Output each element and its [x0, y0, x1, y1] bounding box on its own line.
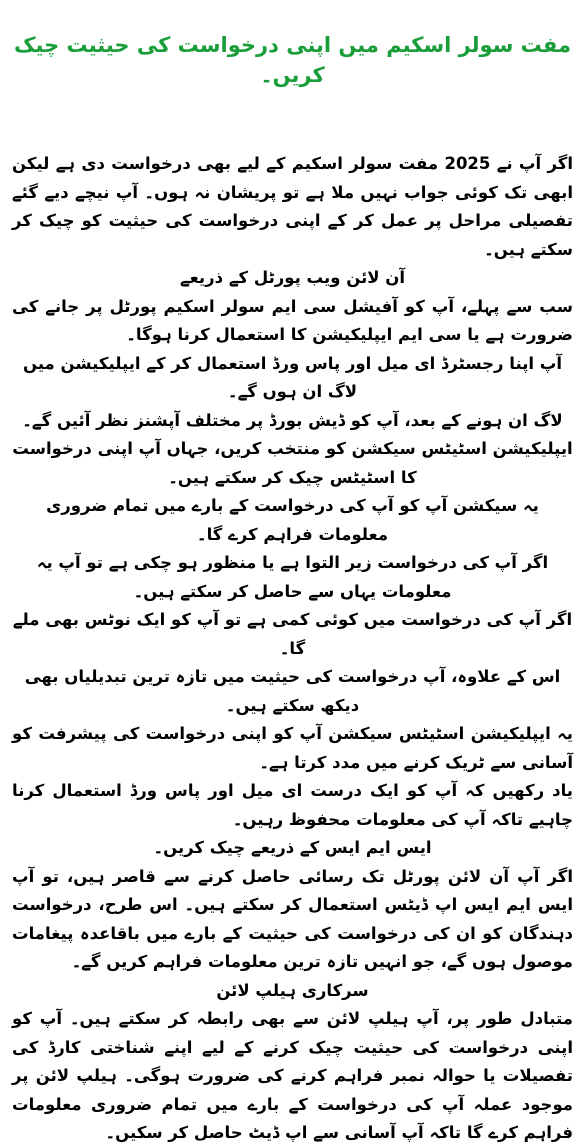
sms-heading: ایس ایم ایس کے ذریعے چیک کریں۔ — [153, 838, 432, 857]
online-step-2: آپ اپنا رجسٹرڈ ای میل اور پاس ورڈ استعمال کر کے ایپلیکیشن میں لاگ ان ہوں گے۔ — [22, 353, 563, 401]
helpline-paragraph: متبادل طور پر، آپ ہیلپ لائن سے بھی رابطہ کر سکتے ہیں۔ آپ کو اپنی درخواست کی حیثیت چیک کرنے کے لیے اپنے شناختی کارڈ کی تفصیلات یا حوالہ نمبر فراہم کرنے کی ضرورت ہوگی۔ ہیلپ لائن پر موجود عملہ آپ کی درخواست کے بارے میں تمام ضروری معلومات فراہم کرے گا تاکہ آپ آسانی سے اپ ڈیٹ حاصل کر سکیں۔ — [12, 1009, 573, 1142]
online-step-6: اگر آپ کی درخواست زیر التوا ہے یا منظور ہو چکی ہے تو آپ یہ معلومات یہاں سے حاصل کر سکتے ہیں۔ — [36, 553, 549, 601]
helpline-heading: سرکاری ہیلپ لائن — [216, 980, 369, 1000]
sms-paragraph: اگر آپ آن لائن پورٹل تک رسائی حاصل کرنے سے قاصر ہیں، تو آپ ایس ایم ایس اپ ڈیٹس استعمال کر سکتے ہیں۔ اس طرح، درخواست دہندگان کو ان کی درخواست کی حیثیت کے بارے میں باقاعدہ پیغامات موصول ہوں گے، جو انہیں تازہ ترین معلومات فراہم کریں گے۔ — [12, 866, 573, 971]
online-step-4: ایپلیکیشن اسٹیٹس سیکشن کو منتخب کریں، جہاں آپ اپنی درخواست کا اسٹیٹس چیک کر سکتے ہیں۔ — [12, 439, 573, 487]
online-step-5: یہ سیکشن آپ کو آپ کی درخواست کے بارے میں تمام ضروری معلومات فراہم کرے گا۔ — [46, 496, 539, 544]
online-step-9: یہ ایپلیکیشن اسٹیٹس سیکشن آپ کو اپنی درخواست کی پیشرفت کو آسانی سے ٹریک کرنے میں مدد کرتا ہے۔ — [12, 724, 573, 772]
intro-paragraph: اگر آپ نے 2025 مفت سولر اسکیم کے لیے بھی درخواست دی ہے لیکن ابھی تک کوئی جواب نہیں ملا ہے تو پریشان نہ ہوں۔ آپ نیچے دیے گئے تفصیلی مراحل پر عمل کر کے اپنی درخواست کی حیثیت کو چیک کر سکتے ہیں۔ — [12, 154, 573, 259]
page-title: مفت سولر اسکیم میں اپنی درخواست کی حیثیت چیک کریں۔ — [13, 33, 572, 87]
online-step-7: اگر آپ کی درخواست میں کوئی کمی ہے تو آپ کو ایک نوٹس بھی ملے گا۔ — [12, 610, 573, 658]
online-portal-heading: آن لائن ویب پورٹل کے ذریعے — [179, 268, 406, 287]
online-step-3: لاگ ان ہونے کے بعد، آپ کو ڈیش بورڈ پر مختلف آپشنز نظر آئیں گے۔ — [22, 410, 563, 430]
online-step-8: اس کے علاوہ، آپ درخواست کی حیثیت میں تازہ ترین تبدیلیاں بھی دیکھ سکتے ہیں۔ — [24, 667, 561, 715]
online-step-10: یاد رکھیں کہ آپ کو ایک درست ای میل اور پاس ورڈ استعمال کرنا چاہیے تاکہ آپ کی معلومات محفوظ رہیں۔ — [12, 781, 573, 829]
online-step-1: سب سے پہلے، آپ کو آفیشل سی ایم سولر اسکیم پورٹل پر جانے کی ضرورت ہے یا سی ایم ایپلیکیشن کا استعمال کرنا ہوگا۔ — [12, 296, 573, 344]
